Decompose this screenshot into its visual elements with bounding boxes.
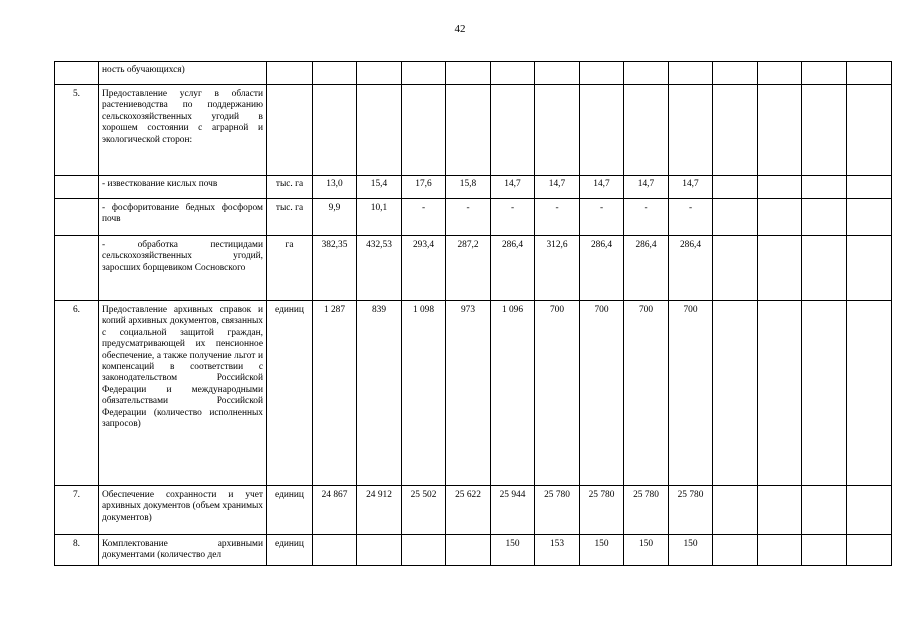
value-cell: 25 780 bbox=[535, 486, 580, 535]
value-cell bbox=[402, 85, 446, 176]
value-cell bbox=[802, 85, 847, 176]
value-cell: 312,6 bbox=[535, 236, 580, 301]
value-cell: 286,4 bbox=[669, 236, 713, 301]
page-number: 42 bbox=[454, 23, 466, 35]
value-cell bbox=[713, 236, 758, 301]
value-cell bbox=[624, 85, 669, 176]
value-cell bbox=[624, 62, 669, 85]
value-cell: 286,4 bbox=[580, 236, 624, 301]
value-cell: 700 bbox=[669, 301, 713, 486]
unit-cell: единиц bbox=[267, 486, 313, 535]
value-cell: 10,1 bbox=[357, 199, 402, 236]
value-cell: 293,4 bbox=[402, 236, 446, 301]
value-cell: 382,35 bbox=[313, 236, 357, 301]
value-cell bbox=[802, 535, 847, 566]
value-cell bbox=[402, 535, 446, 566]
value-cell bbox=[713, 535, 758, 566]
value-cell: 973 bbox=[446, 301, 491, 486]
value-cell: - bbox=[446, 199, 491, 236]
value-cell: 150 bbox=[624, 535, 669, 566]
value-cell bbox=[847, 199, 892, 236]
value-cell bbox=[313, 85, 357, 176]
row-number-cell bbox=[55, 62, 99, 85]
value-cell bbox=[491, 85, 535, 176]
value-cell bbox=[491, 62, 535, 85]
value-cell: 700 bbox=[580, 301, 624, 486]
data-table bbox=[54, 61, 892, 566]
table-row bbox=[55, 176, 892, 199]
value-cell bbox=[713, 85, 758, 176]
value-cell bbox=[758, 236, 802, 301]
value-cell: - bbox=[491, 199, 535, 236]
unit-cell: тыс. га bbox=[267, 199, 313, 236]
value-cell bbox=[802, 176, 847, 199]
value-cell: 13,0 bbox=[313, 176, 357, 199]
value-cell bbox=[446, 535, 491, 566]
description-cell: - фосфоритование бедных фосфором почв bbox=[99, 199, 267, 236]
value-cell: 287,2 bbox=[446, 236, 491, 301]
value-cell bbox=[847, 486, 892, 535]
value-cell bbox=[580, 62, 624, 85]
value-cell: - bbox=[580, 199, 624, 236]
value-cell bbox=[847, 85, 892, 176]
value-cell: 839 bbox=[357, 301, 402, 486]
value-cell bbox=[758, 62, 802, 85]
value-cell: - bbox=[624, 199, 669, 236]
value-cell: 432,53 bbox=[357, 236, 402, 301]
table-row bbox=[55, 535, 892, 566]
description-cell: Предоставление услуг в области растениеводства по поддержанию сельскохозяйственных угодий в хорошем состоянии с аграрной и экологической сторон: bbox=[99, 85, 267, 176]
row-number-cell: 7. bbox=[55, 486, 99, 535]
value-cell bbox=[446, 85, 491, 176]
value-cell bbox=[758, 176, 802, 199]
value-cell: 25 502 bbox=[402, 486, 446, 535]
value-cell: 14,7 bbox=[535, 176, 580, 199]
value-cell bbox=[535, 85, 580, 176]
value-cell bbox=[847, 176, 892, 199]
table-row bbox=[55, 62, 892, 85]
unit-cell bbox=[267, 85, 313, 176]
description-cell: - обработка пестицидами сельскохозяйственных угодий, заросших борщевиком Сосновского bbox=[99, 236, 267, 301]
value-cell: - bbox=[535, 199, 580, 236]
value-cell bbox=[357, 62, 402, 85]
value-cell bbox=[713, 301, 758, 486]
value-cell bbox=[357, 85, 402, 176]
value-cell: 9,9 bbox=[313, 199, 357, 236]
value-cell bbox=[847, 301, 892, 486]
unit-cell: единиц bbox=[267, 535, 313, 566]
value-cell bbox=[713, 486, 758, 535]
value-cell bbox=[402, 62, 446, 85]
value-cell bbox=[758, 535, 802, 566]
value-cell: 24 912 bbox=[357, 486, 402, 535]
value-cell bbox=[713, 62, 758, 85]
row-number-cell: 6. bbox=[55, 301, 99, 486]
value-cell: 150 bbox=[580, 535, 624, 566]
description-cell: Комплектование архивными документами (количество дел bbox=[99, 535, 267, 566]
value-cell bbox=[802, 236, 847, 301]
value-cell: - bbox=[669, 199, 713, 236]
row-number-cell: 8. bbox=[55, 535, 99, 566]
value-cell: 700 bbox=[535, 301, 580, 486]
row-number-cell bbox=[55, 236, 99, 301]
value-cell bbox=[802, 199, 847, 236]
row-number-cell: 5. bbox=[55, 85, 99, 176]
value-cell: 14,7 bbox=[669, 176, 713, 199]
value-cell: 15,8 bbox=[446, 176, 491, 199]
table-row bbox=[55, 85, 892, 176]
value-cell: 150 bbox=[491, 535, 535, 566]
value-cell bbox=[580, 85, 624, 176]
value-cell bbox=[713, 199, 758, 236]
value-cell bbox=[758, 301, 802, 486]
table-body bbox=[55, 62, 892, 566]
value-cell: 700 bbox=[624, 301, 669, 486]
description-cell: - известкование кислых почв bbox=[99, 176, 267, 199]
value-cell bbox=[847, 535, 892, 566]
description-cell: Обеспечение сохранности и учет архивных документов (объем хранимых документов) bbox=[99, 486, 267, 535]
table-row bbox=[55, 486, 892, 535]
value-cell: 25 780 bbox=[624, 486, 669, 535]
value-cell bbox=[758, 85, 802, 176]
value-cell: 286,4 bbox=[491, 236, 535, 301]
value-cell: 25 944 bbox=[491, 486, 535, 535]
value-cell: 1 096 bbox=[491, 301, 535, 486]
unit-cell: га bbox=[267, 236, 313, 301]
unit-cell: тыс. га bbox=[267, 176, 313, 199]
value-cell: 15,4 bbox=[357, 176, 402, 199]
description-cell: ность обучающихся) bbox=[99, 62, 267, 85]
value-cell bbox=[758, 199, 802, 236]
table-row bbox=[55, 236, 892, 301]
value-cell bbox=[802, 486, 847, 535]
value-cell: 25 780 bbox=[580, 486, 624, 535]
row-number-cell bbox=[55, 199, 99, 236]
value-cell bbox=[535, 62, 580, 85]
value-cell bbox=[313, 62, 357, 85]
value-cell: 286,4 bbox=[624, 236, 669, 301]
table-row bbox=[55, 301, 892, 486]
description-cell: Предоставление архивных справок и копий архивных документов, связанных с социальной защитой граждан, предусматривающей их пенсионное обеспечение, а также получение льгот и компенсаций в соответствии с законодательством Российской Федерации и международными обязательствами Российской Федерации (количество исполненных запросов) bbox=[99, 301, 267, 486]
value-cell bbox=[669, 85, 713, 176]
value-cell bbox=[313, 535, 357, 566]
value-cell: - bbox=[402, 199, 446, 236]
value-cell: 17,6 bbox=[402, 176, 446, 199]
value-cell bbox=[669, 62, 713, 85]
value-cell bbox=[758, 486, 802, 535]
value-cell: 153 bbox=[535, 535, 580, 566]
row-number-cell bbox=[55, 176, 99, 199]
unit-cell bbox=[267, 62, 313, 85]
value-cell bbox=[802, 301, 847, 486]
value-cell: 1 098 bbox=[402, 301, 446, 486]
value-cell bbox=[847, 236, 892, 301]
value-cell: 14,7 bbox=[491, 176, 535, 199]
value-cell bbox=[713, 176, 758, 199]
value-cell: 14,7 bbox=[624, 176, 669, 199]
value-cell: 25 780 bbox=[669, 486, 713, 535]
value-cell bbox=[847, 62, 892, 85]
value-cell bbox=[802, 62, 847, 85]
unit-cell: единиц bbox=[267, 301, 313, 486]
table-row bbox=[55, 199, 892, 236]
value-cell: 14,7 bbox=[580, 176, 624, 199]
value-cell bbox=[357, 535, 402, 566]
value-cell: 24 867 bbox=[313, 486, 357, 535]
value-cell: 150 bbox=[669, 535, 713, 566]
value-cell: 25 622 bbox=[446, 486, 491, 535]
value-cell bbox=[446, 62, 491, 85]
value-cell: 1 287 bbox=[313, 301, 357, 486]
